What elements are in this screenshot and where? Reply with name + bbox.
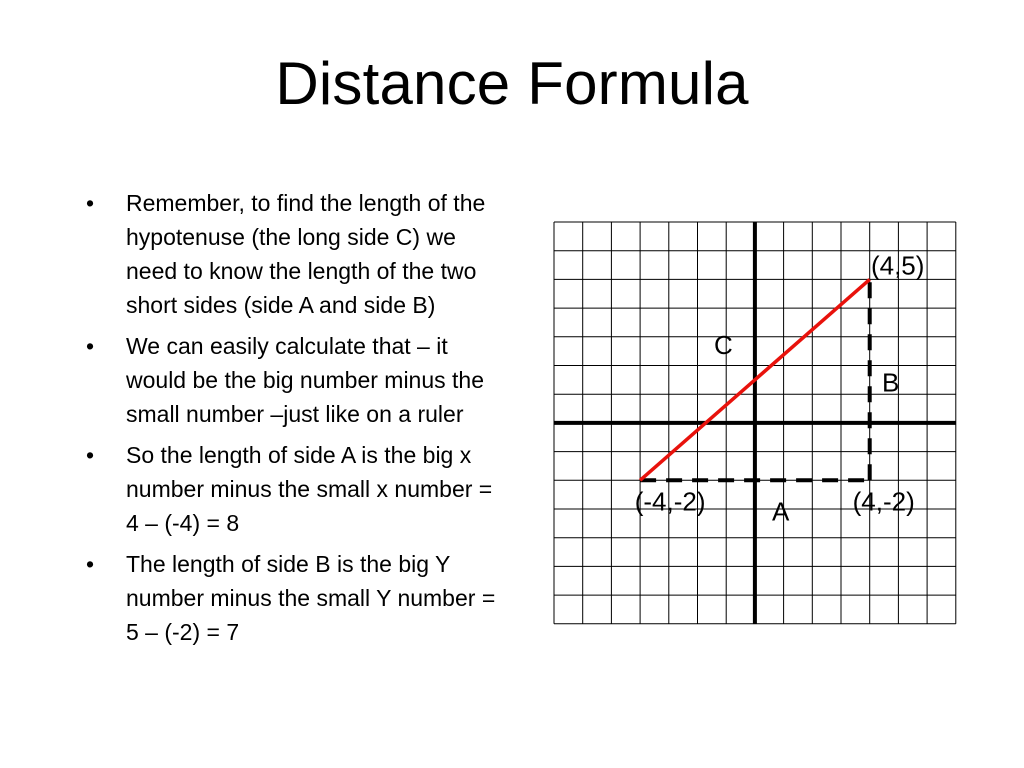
bullet-marker: • [86, 190, 95, 216]
point-label-neg4-neg2: (-4,-2) [634, 486, 706, 517]
bullet-marker: • [86, 442, 95, 468]
point-label-4-5: (4,5) [870, 250, 925, 281]
bullet-text: Remember, to find the length of the hypotenuse (the long side C) we need to know the length of the two short sides (side A and side B) [126, 190, 486, 318]
bullet-marker: • [86, 551, 95, 577]
side-c-label: C [713, 330, 733, 361]
bullet-text: We can easily calculate that – it would be the big number minus the small number –just like on a ruler [126, 333, 484, 427]
side-b-label: B [882, 367, 900, 398]
bullet-marker: • [86, 333, 95, 359]
bullet-text: So the length of side A is the big x number minus the small x number = 4 – (-4) = 8 [126, 442, 493, 536]
slide-title: Distance Formula [275, 50, 749, 117]
bullet-text: The length of side B is the big Y number minus the small Y number = 5 – (-2) = 7 [126, 551, 496, 645]
point-label-4-neg2: (4,-2) [852, 486, 915, 517]
side-a-label: A [772, 496, 790, 527]
